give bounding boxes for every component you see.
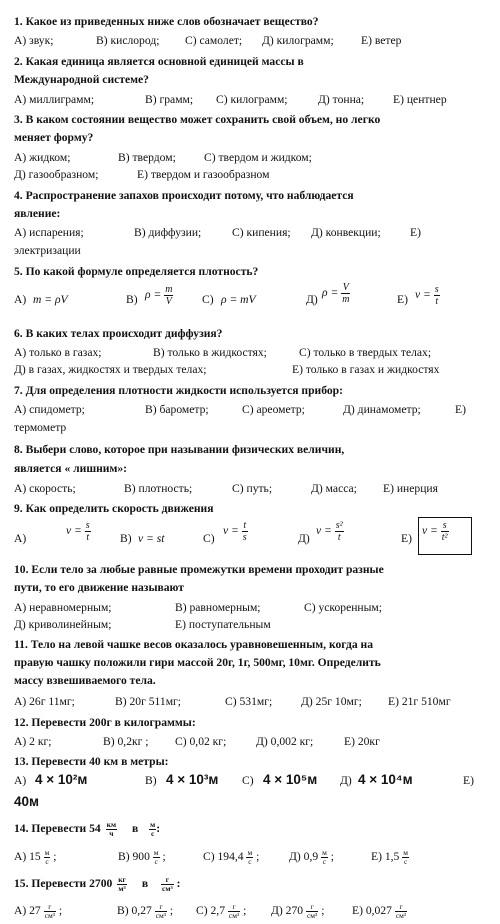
q2-option-b: В) грамм;	[145, 93, 194, 106]
question-7: 7. Для определения плотности жидкости используется прибор:	[14, 384, 343, 397]
q6-option-c: С) только в твердых телах;	[299, 346, 432, 359]
question-11-line-3: массу взвешиваемого тела.	[14, 674, 156, 687]
q13-label-a: А)	[14, 774, 27, 787]
q9-formula-d: v = $\frac{\text{s²}}{t}$	[316, 520, 343, 543]
q1-option-d: Д) килограмм;	[262, 34, 334, 47]
q5-formula-a: m = ρV	[33, 293, 68, 306]
q5-label-e: Е)	[397, 293, 408, 306]
q14-option-e: Е) 1,5 м с	[371, 848, 408, 866]
q5-label-d: Д)	[306, 293, 318, 306]
q13-label-d: Д)	[340, 774, 352, 787]
question-2-line-2: Международной системе?	[14, 73, 149, 86]
question-10-line-1: 10. Если тело за любые равные промежутки времени проходит разные	[14, 563, 384, 576]
q2-option-a: А) миллиграмм;	[14, 93, 95, 106]
q8-option-d: Д) масса;	[311, 482, 357, 495]
q15-option-d: Д) 270 г см³ ;	[271, 902, 325, 920]
q6-option-b: В) только в жидкостях;	[153, 346, 267, 359]
q5-formula-d: ρ = $\frac{V}{m}$	[322, 282, 350, 305]
q10-option-b: В) равномерным;	[175, 601, 261, 614]
q10-option-d: Д) криволинейным;	[14, 618, 112, 631]
q13-value-c: 4 × 10⁵м	[263, 772, 318, 787]
q12-option-c: С) 0,02 кг;	[175, 735, 227, 748]
q9-formula-b: v = st	[138, 532, 165, 545]
q1-option-a: А) звук;	[14, 34, 54, 47]
q1-option-c: С) самолет;	[185, 34, 243, 47]
q11-option-e: Е) 21г 510мг	[388, 695, 451, 708]
q3-option-c: С) твердом и жидком;	[204, 151, 312, 164]
q13-label-b: В)	[145, 774, 157, 787]
q14-option-d: Д) 0,9 м с ;	[289, 848, 334, 866]
q10-option-e: Е) поступательным	[175, 618, 271, 631]
q7-option-e: Е)	[455, 403, 466, 416]
q5-formula-b: ρ = $\frac{m}{V}$	[145, 284, 173, 307]
q4-option-c: С) кипения;	[232, 226, 291, 239]
q7-option-e-text: термометр	[14, 421, 67, 434]
question-11-line-1: 11. Тело на левой чашке весов оказалось уравновешенным, когда на	[14, 638, 374, 651]
q5-formula-e: v = $\frac{s}{t}$	[415, 284, 439, 307]
q11-option-d: Д) 25г 10мг;	[301, 695, 362, 708]
question-13: 13. Перевести 40 км в метры:	[14, 755, 169, 768]
q13-value-b: 4 × 10³м	[166, 772, 219, 787]
q6-option-e: Е) только в газах и жидкостях	[292, 363, 440, 376]
question-8-line-2: является « лишним»:	[14, 462, 128, 475]
q7-option-a: А) спидометр;	[14, 403, 85, 416]
q4-option-e: Е)	[410, 226, 421, 239]
q4-option-e-text: электризации	[14, 244, 81, 257]
q9-label-b: В)	[120, 532, 132, 545]
q15-option-a: А) 27 г см³ ;	[14, 902, 63, 920]
q1-option-e: Е) ветер	[361, 34, 402, 47]
question-3-line-2: меняет форму?	[14, 131, 94, 144]
question-14: 14. Перевести 54 км ч в м с :	[14, 820, 161, 838]
q5-label-a: А)	[14, 293, 27, 306]
q4-option-d: Д) конвекции;	[311, 226, 381, 239]
q2-option-d: Д) тонна;	[318, 93, 365, 106]
question-10-line-2: пути, то его движение называют	[14, 581, 184, 594]
question-15: 15. Перевести 2700 кг м³ в г см³ :	[14, 875, 181, 893]
q7-option-b: В) барометр;	[145, 403, 209, 416]
q13-value-e: 40м	[14, 794, 40, 809]
q9-label-a: А)	[14, 532, 27, 545]
q10-option-a: А) неравномерным;	[14, 601, 112, 614]
q12-option-e: Е) 20кг	[344, 735, 380, 748]
question-3-line-1: 3. В каком состоянии вещество может сохранить свой объем, но легко	[14, 113, 381, 126]
q3-option-e: Е) твердом и газообразном	[137, 168, 270, 181]
q9-label-c: С)	[203, 532, 215, 545]
q5-formula-c: ρ = mV	[221, 293, 256, 306]
q11-option-c: С) 531мг;	[225, 695, 273, 708]
q4-option-a: А) испарения;	[14, 226, 84, 239]
q6-option-a: А) только в газах;	[14, 346, 102, 359]
q2-option-e: Е) центнер	[393, 93, 447, 106]
q9-label-d: Д)	[298, 532, 310, 545]
q8-option-c: С) путь;	[232, 482, 273, 495]
q9-formula-c: v = $\frac{t}{s}$	[223, 520, 247, 543]
q6-option-d: Д) в газах, жидкостях и твердых телах;	[14, 363, 207, 376]
q3-option-a: А) жидком;	[14, 151, 71, 164]
question-4-line-2: явление:	[14, 207, 61, 220]
q14-option-b: В) 900 м с ;	[118, 848, 166, 866]
q15-option-b: В) 0,27 г см³ ;	[117, 902, 174, 920]
q8-option-a: А) скорость;	[14, 482, 76, 495]
q13-label-e: Е)	[463, 774, 474, 787]
q9-formula-a: v = $\frac{s}{t}$	[66, 520, 90, 543]
q7-option-d: Д) динамометр;	[343, 403, 421, 416]
q13-value-a: 4 × 10²м	[35, 772, 88, 787]
q12-option-a: А) 2 кг;	[14, 735, 52, 748]
q12-option-d: Д) 0,002 кг;	[256, 735, 314, 748]
question-2-line-1: 2. Какая единица является основной единицей массы в	[14, 55, 304, 68]
q5-label-b: В)	[126, 293, 138, 306]
q11-option-b: В) 20г 511мг;	[115, 695, 182, 708]
q7-option-c: С) ареометр;	[242, 403, 305, 416]
q3-option-d: Д) газообразном;	[14, 168, 99, 181]
question-6: 6. В каких телах происходит диффузия?	[14, 327, 223, 340]
q9-label-e: Е)	[401, 532, 412, 545]
q15-option-e: Е) 0,027 г см³	[352, 902, 407, 920]
q4-option-b: В) диффузии;	[134, 226, 202, 239]
question-4-line-1: 4. Распространение запахов происходит потому, что наблюдается	[14, 189, 354, 202]
question-5: 5. По какой формуле определяется плотность?	[14, 265, 259, 278]
question-9: 9. Как определить скорость движения	[14, 502, 214, 515]
q12-option-b: В) 0,2кг ;	[103, 735, 149, 748]
q15-option-c: С) 2,7 г см³ ;	[196, 902, 247, 920]
q9-formula-e: v = $\frac{s}{\text{t²}}$	[422, 520, 448, 543]
q2-option-c: С) килограмм;	[216, 93, 288, 106]
q5-label-c: С)	[202, 293, 214, 306]
q10-option-c: С) ускоренным;	[304, 601, 382, 614]
q8-option-e: Е) инерция	[383, 482, 438, 495]
q13-label-c: С)	[242, 774, 254, 787]
q13-value-d: 4 × 10⁴м	[358, 772, 413, 787]
question-12: 12. Перевести 200г в килограммы:	[14, 716, 196, 729]
question-1: 1. Какое из приведенных ниже слов обозначает вещество?	[14, 15, 319, 28]
q14-option-a: А) 15 м с ;	[14, 848, 57, 866]
q14-option-c: С) 194,4 м с ;	[203, 848, 260, 866]
q3-option-b: В) твердом;	[118, 151, 176, 164]
q1-option-b: В) кислород;	[96, 34, 160, 47]
q8-option-b: В) плотность;	[124, 482, 193, 495]
question-8-line-1: 8. Выбери слово, которое при назывании физических величин,	[14, 443, 345, 456]
question-11-line-2: правую чашку положили гири массой 20г, 1г, 500мг, 10мг. Определить	[14, 656, 381, 669]
q11-option-a: А) 26г 11мг;	[14, 695, 75, 708]
